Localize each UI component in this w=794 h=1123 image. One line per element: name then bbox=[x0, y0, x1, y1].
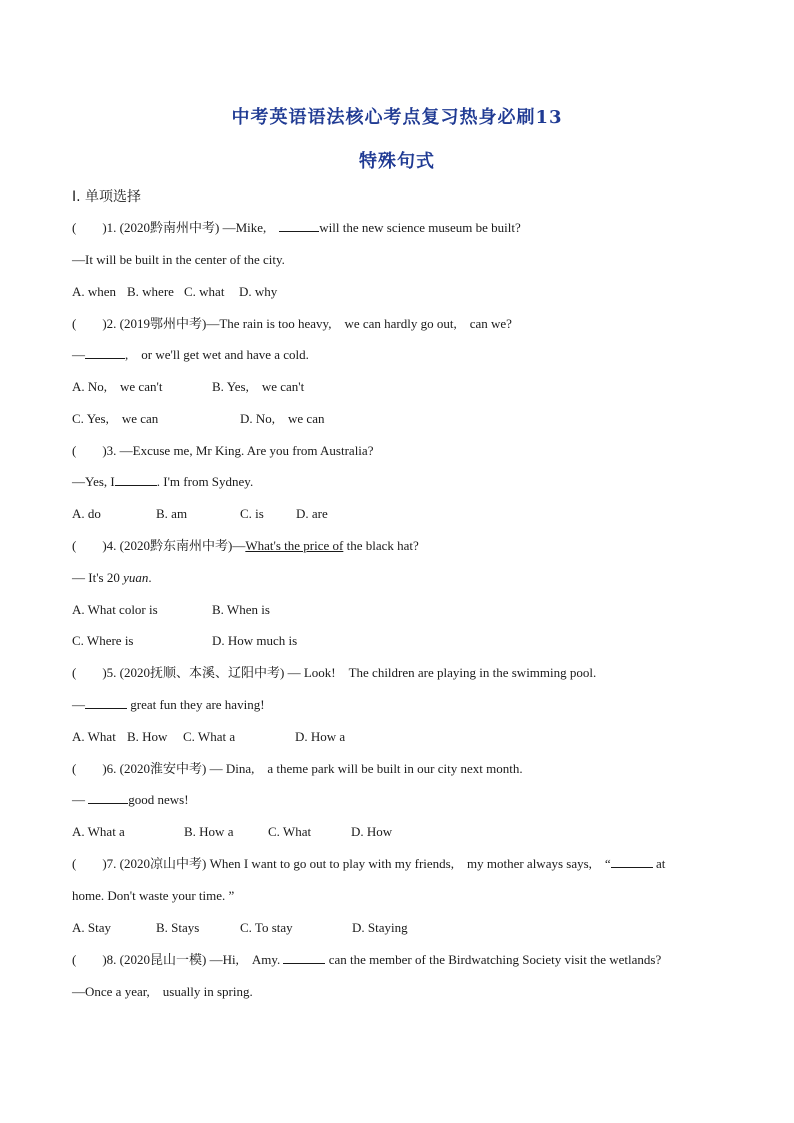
section-heading: Ⅰ. 单项选择 bbox=[72, 189, 142, 205]
page-subtitle: 特殊句式 bbox=[359, 151, 435, 172]
question-1-stem: ( )1. (2020黔南州中考) —Mike, will the new science museum be built? bbox=[72, 220, 521, 235]
question-3-stem: ( )3. —Excuse me, Mr King. Are you from Australia? bbox=[72, 443, 374, 458]
question-7-stem: ( )7. (2020凉山中考) When I want to go out to play with my friends, my mother always says, “ at bbox=[72, 856, 666, 871]
question-2-stem: ( )2. (2019鄂州中考)—The rain is too heavy, we can hardly go out, can we? bbox=[72, 316, 512, 331]
question-7-stem-continued: home. Don't waste your time. ” bbox=[72, 888, 235, 903]
question-8-stem: ( )8. (2020昆山一模) —Hi, Amy. can the member of the Birdwatching Society visit the wetlands? bbox=[72, 952, 662, 967]
question-4-options-row-1: A. What color is B. When is bbox=[72, 602, 270, 617]
question-3-reply: —Yes, I . I'm from Sydney. bbox=[72, 474, 254, 489]
question-3-options: A. do B. am C. is D. are bbox=[72, 506, 328, 521]
question-6-options: A. What a B. How a C. What D. How bbox=[72, 824, 393, 839]
question-5-reply: — great fun they are having! bbox=[72, 697, 265, 712]
question-6-stem: ( )6. (2020淮安中考) — Dina, a theme park will be built in our city next month. bbox=[72, 761, 523, 776]
question-6-reply: — good news! bbox=[72, 792, 189, 807]
question-2-options-row-1: A. No, we can't B. Yes, we can't bbox=[72, 379, 305, 394]
page-title: 中考英语语法核心考点复习热身必刷13 bbox=[231, 107, 563, 128]
answer-blank bbox=[85, 696, 127, 709]
question-1-reply: —It will be built in the center of the city. bbox=[72, 252, 285, 267]
question-4-reply: — It's 20 yuan. bbox=[72, 570, 152, 585]
question-1-options: A. when B. where C. what D. why bbox=[72, 284, 278, 299]
answer-blank bbox=[88, 791, 128, 804]
question-5-stem: ( )5. (2020抚顺、本溪、辽阳中考) — Look! The children are playing in the swimming pool. bbox=[72, 665, 597, 680]
question-8-reply: —Once a year, usually in spring. bbox=[72, 984, 253, 999]
answer-blank bbox=[279, 219, 319, 232]
answer-blank bbox=[85, 346, 125, 359]
question-4-stem: ( )4. (2020黔东南州中考)—What's the price of the black hat? bbox=[72, 538, 419, 553]
answer-blank bbox=[115, 473, 157, 486]
question-5-options: A. What B. How C. What a D. How a bbox=[72, 729, 346, 744]
question-2-reply: — , or we'll get wet and have a cold. bbox=[72, 347, 309, 362]
answer-blank bbox=[611, 855, 653, 868]
question-7-options: A. Stay B. Stays C. To stay D. Staying bbox=[72, 920, 408, 935]
answer-blank bbox=[283, 951, 325, 964]
question-4-options-row-2: C. Where is D. How much is bbox=[72, 633, 298, 648]
question-2-options-row-2: C. Yes, we can D. No, we can bbox=[72, 411, 325, 426]
